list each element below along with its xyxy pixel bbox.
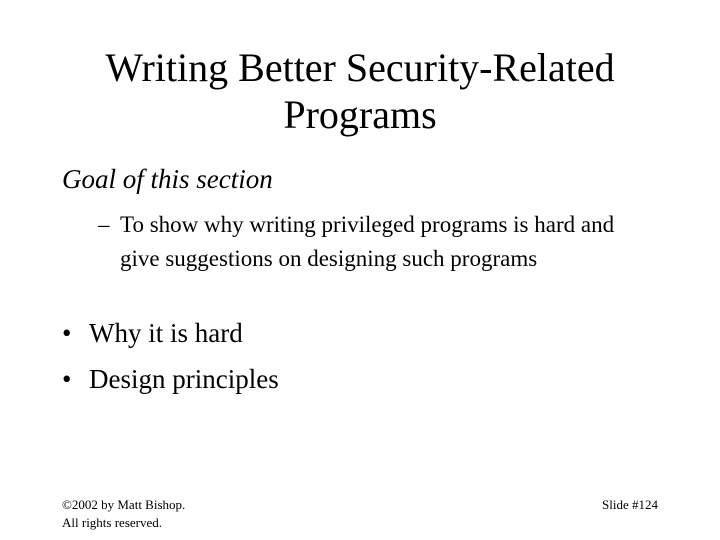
bullet-item-design-principles [62,362,279,396]
bullet-dot-icon: • [62,318,72,348]
slide-title-line-1: Writing Better Security-Related [105,45,615,90]
bullet-text: Design principles [89,364,279,394]
goal-heading: Goal of this section [62,164,273,194]
footer-copyright [62,496,185,532]
bullet-dot-icon: • [62,364,72,394]
slide-title-line-2: Programs [283,92,437,137]
bullet-item-why-hard [62,316,243,350]
rights-text: All rights reserved. [62,515,163,530]
sub-bullet-item [98,208,658,276]
copyright-text: ©2002 by Matt Bishop. [62,497,186,512]
bullet-text: Why it is hard [89,318,243,348]
slide-title [40,44,680,138]
dash-bullet-marker: – [98,212,110,237]
sub-bullet-text: To show why writing privileged programs is hard and give suggestions on designing such programs [120,212,615,271]
slide-number: Slide #124 [602,497,658,512]
